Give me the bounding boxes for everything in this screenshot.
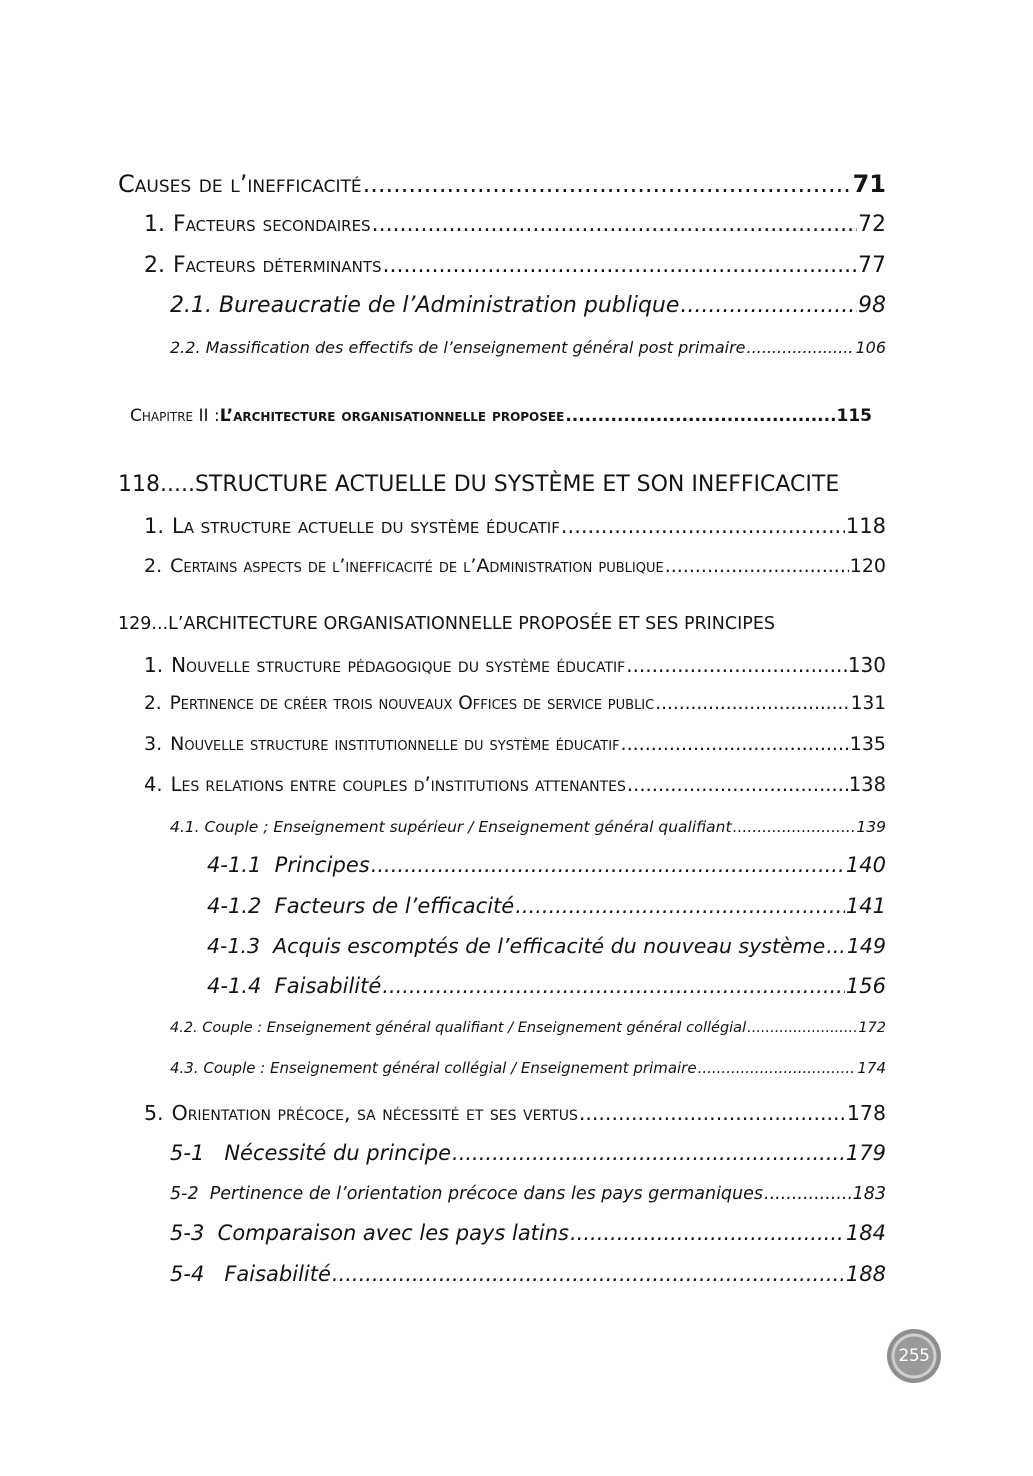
toc-entry [170, 1020, 886, 1036]
toc-entry [144, 555, 886, 577]
toc-leader [515, 894, 845, 918]
toc-leader [570, 1221, 845, 1245]
toc-leader [372, 212, 857, 237]
toc-entry [118, 170, 886, 198]
toc-entry [207, 894, 886, 918]
toc-leader [383, 253, 857, 278]
toc-entry-title: 5-3 Comparaison avec les pays latins [170, 1221, 569, 1245]
toc-entry [144, 773, 886, 796]
toc-entry-page: 106 [855, 338, 886, 357]
toc-entry-number: 1. [144, 514, 165, 538]
toc-entry [207, 934, 886, 958]
page-number-badge [887, 1329, 941, 1383]
toc-entry [170, 293, 886, 318]
toc-entry [144, 1101, 886, 1125]
toc-leader [747, 338, 855, 357]
toc-entry-title: Pertinence de créer trois nouveaux Offices de service public [169, 693, 655, 714]
toc-entry [170, 818, 886, 836]
toc-entry-number: 4. [144, 773, 163, 796]
toc-entry [170, 1184, 886, 1204]
toc-entry [170, 1262, 886, 1286]
toc-entry-page: 140 [845, 853, 886, 877]
toc-entry [144, 693, 886, 714]
toc-entry [207, 853, 886, 877]
toc-leader [579, 1101, 846, 1125]
toc-leader [626, 653, 847, 677]
toc-entry-page: 184 [845, 1221, 886, 1245]
toc-entry-title: 5-1 Nécessité du principe [170, 1141, 452, 1165]
toc-leader [332, 1262, 845, 1286]
toc-entry [207, 974, 886, 998]
toc-entry-title: 5-4 Faisabilité [170, 1262, 331, 1286]
toc-entry-page: 179 [845, 1141, 886, 1165]
toc-entry [170, 1221, 886, 1245]
toc-entry-page: 178 [846, 1101, 886, 1125]
toc-leader [826, 934, 846, 958]
toc-entry [144, 653, 886, 677]
toc-entry-title: L’architecture organisationnelle proposee [219, 406, 565, 426]
toc-entry-number: 1. [144, 653, 164, 677]
toc-entry-number: 5. [144, 1101, 164, 1125]
toc-entry-page: 118 [845, 514, 886, 538]
toc-entry-title: 2.1. Bureaucratie de l’Administration publique [170, 293, 680, 318]
toc-entry-title: Nouvelle structure institutionnelle du système éducatif [170, 733, 620, 755]
toc-leader [621, 733, 849, 755]
toc-entry-page: 120 [849, 555, 886, 577]
toc-entry-title: Les relations entre couples d’institutions attenantes [170, 773, 626, 796]
toc-entry-page: 130 [847, 653, 886, 677]
toc-entry-number: 3. [144, 733, 163, 755]
toc-entry-number: 2. [144, 693, 162, 714]
toc-entry-page: 71 [852, 170, 886, 198]
toc-entry-title: Facteurs déterminants [173, 253, 382, 278]
toc-leader [733, 818, 856, 836]
toc-entry [170, 338, 886, 357]
toc-entry-title: 5-2 Pertinence de l’orientation précoce dans les pays germaniques [170, 1184, 764, 1204]
toc-entry-title: Facteurs secondaires [173, 212, 371, 237]
toc-entry [144, 514, 886, 538]
toc-entry-number: 1. [144, 212, 165, 237]
toc-entry-page: 135 [849, 733, 886, 755]
toc-entry-title: 4.1. Couple ; Enseignement supérieur / Enseignement général qualifiant [170, 818, 732, 836]
toc-leader [382, 974, 845, 998]
toc-entry-number: 2. [144, 555, 163, 577]
toc-entry-number: 2. [144, 253, 165, 278]
toc-heading [118, 472, 839, 497]
toc-entry-title: 4-1.3 Acquis escomptés de l’efficacité du nouveau système [207, 934, 826, 958]
toc-entry-page: 156 [845, 974, 886, 998]
toc-entry-title: 4.3. Couple : Enseignement général collégial / Enseignement primaire [170, 1059, 697, 1077]
toc-entry-title: 4.2. Couple : Enseignement général qualifiant / Enseignement général collégial [170, 1020, 747, 1036]
toc-entry-title: Causes de l’inefficacité [118, 170, 362, 198]
toc-entry-page: 149 [846, 934, 886, 958]
toc-leader [627, 773, 848, 796]
toc-entry [170, 1141, 886, 1165]
toc-entry-title: Orientation précoce, sa nécessité et ses vertus [171, 1101, 578, 1125]
toc-leader [680, 293, 857, 318]
toc-entry-page: 174 [857, 1059, 886, 1077]
toc-entry-page: 115 [836, 406, 872, 426]
toc-entry-page: 131 [850, 693, 886, 714]
toc-entry-title: 2.2. Massification des effectifs de l’enseignement général post primaire [170, 338, 746, 357]
page-number: 255 [898, 1346, 930, 1366]
toc-entry-page: 72 [858, 212, 886, 237]
toc-entry [170, 1059, 886, 1077]
toc-leader [565, 406, 835, 426]
toc-entry-page: 98 [858, 293, 886, 318]
toc-leader [698, 1059, 857, 1077]
toc-entry-title: Certains aspects de l’inefficacité de l’Administration publique [170, 555, 664, 577]
toc-heading-title: 118.....STRUCTURE ACTUELLE DU SYSTÈME ET SON INEFFICACITE [118, 472, 840, 497]
toc-entry-page: 77 [858, 253, 886, 278]
toc-entry-page: 188 [845, 1262, 886, 1286]
toc-entry-title: 4-1.2 Facteurs de l’efficacité [207, 894, 515, 918]
toc-entry [144, 733, 886, 755]
toc-heading [118, 614, 775, 634]
toc-entry-title: 4-1.1 Principes [207, 853, 370, 877]
toc-leader [452, 1141, 845, 1165]
toc-entry-page: 138 [848, 773, 886, 796]
toc-entry-page: 183 [852, 1184, 886, 1204]
toc-leader [764, 1184, 852, 1204]
toc-leader [561, 514, 845, 538]
toc-entry-title: Nouvelle structure pédagogique du système éducatif [171, 653, 626, 677]
toc-leader [655, 693, 849, 714]
toc-entry-chapter [130, 406, 872, 426]
toc-entry-page: 172 [858, 1020, 886, 1036]
chapter-prefix: Chapitre II : [130, 406, 220, 426]
toc-entry [144, 253, 886, 278]
toc-entry-page: 141 [845, 894, 886, 918]
toc-entry [144, 212, 886, 237]
toc-leader [665, 555, 849, 577]
toc-entry-title: 4-1.4 Faisabilité [207, 974, 382, 998]
toc-leader [371, 853, 845, 877]
toc-leader [363, 170, 852, 198]
toc-entry-page: 139 [856, 818, 886, 836]
toc-heading-title: 129...L’ARCHITECTURE ORGANISATIONNELLE PROPOSÉE ET SES PRINCIPES [118, 614, 776, 634]
toc-leader [747, 1020, 857, 1036]
toc-entry-title: La structure actuelle du système éducatif [172, 514, 560, 538]
